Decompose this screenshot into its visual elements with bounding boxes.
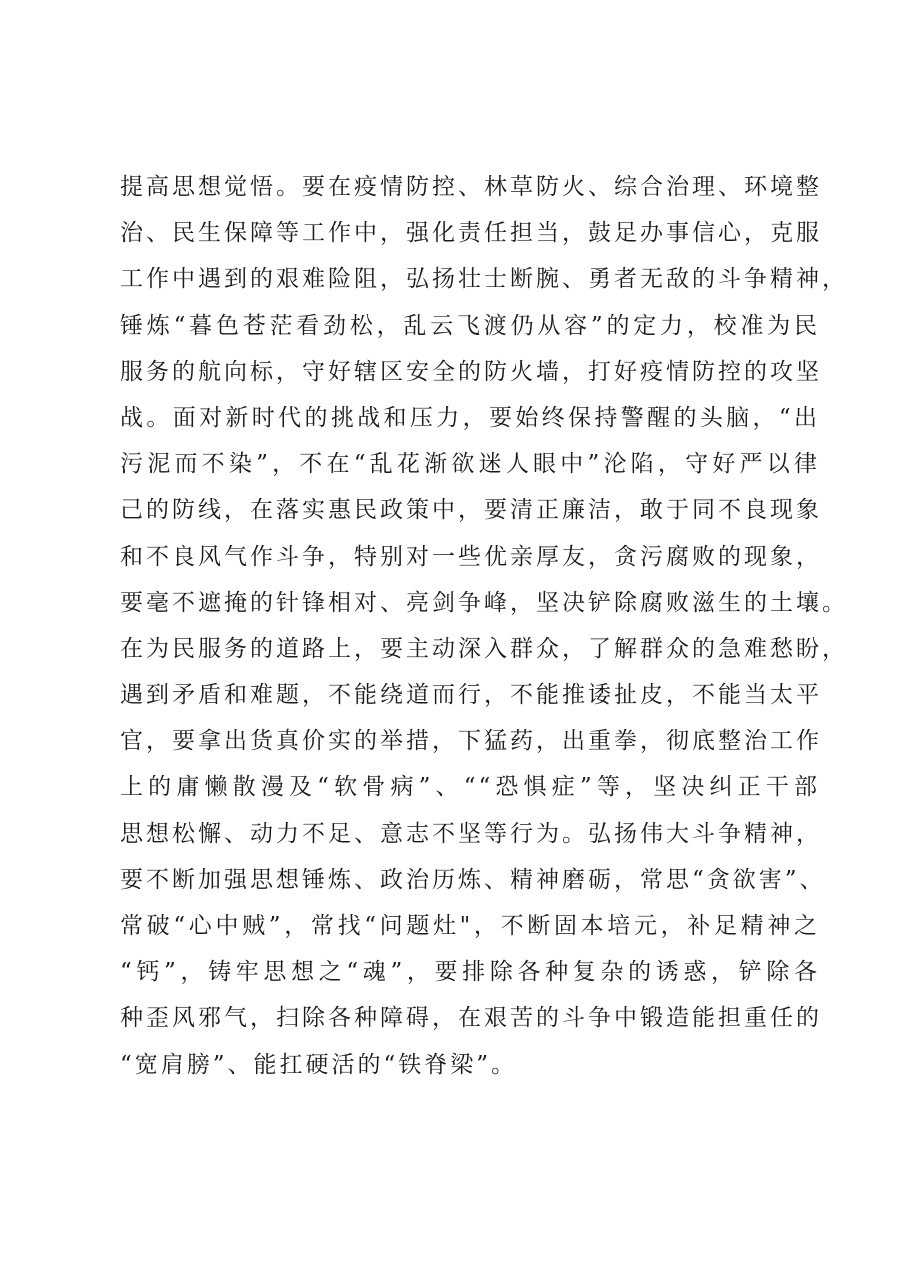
text-line: 污泥而不染”，不在“乱花渐欲迷人眼中”沦陷，守好严以律 [120,451,820,478]
text-line: 要毫不遮掩的针锋相对、亮剑争峰，坚决铲除腐败滋生的土壤。 [120,589,848,616]
text-line: 常破“心中贼”，常找“问题灶"，不断固本培元，补足精神之 [120,913,820,939]
text-line: 种歪风邪气，扫除各种障碍，在艰苦的斗争中锻造能担重任的 [120,1005,822,1032]
text-line: 锤炼“暮色苍茫看劲松，乱云飞渡仍从容”的定力，校准为民 [120,312,820,339]
text-line: 要不断加强思想锤炼、政治历炼、精神磨砺，常思“贪欲害”、 [120,866,826,893]
text-line: 工作中遇到的艰难险阻，弘扬壮士断腕、勇者无敌的斗争精神， [120,266,848,293]
text-line: 在为民服务的道路上，要主动深入群众，了解群众的急难愁盼， [120,635,848,662]
text-line: “宽肩膀”、能扛硬活的“铁脊梁”。 [120,1051,518,1078]
text-line: 遇到矛盾和难题，不能绕道而行，不能推诿扯皮，不能当太平 [120,682,822,709]
body-paragraph [120,164,848,1088]
text-line: 官，要拿出货真价实的举措，下猛药，出重拳，彻底整治工作 [120,728,822,755]
text-line: 思想松懈、动力不足、意志不坚等行为。弘扬伟大斗争精神， [120,820,822,847]
text-line: 和不良风气作斗争，特别对一些优亲厚友，贪污腐败的现象， [120,543,822,570]
text-line: “钙”，铸牢思想之“魂”，要排除各种复杂的诱惑，铲除各 [120,959,820,986]
text-line: 上的庸懒散漫及“软骨病”、““恐惧症”等，坚决纠正干部 [120,774,820,801]
text-line: 己的防线，在落实惠民政策中，要清正廉洁，敢于同不良现象 [120,497,822,524]
text-line: 治、民生保障等工作中，强化责任担当，鼓足办事信心，克服 [120,220,822,247]
text-line: 服务的航向标，守好辖区安全的防火墙，打好疫情防控的攻坚 [120,358,822,385]
text-line: 提高思想觉悟。要在疫情防控、林草防火、综合治理、环境整 [120,174,822,200]
text-line: 战。面对新时代的挑战和压力，要始终保持警醒的头脑，“出 [120,404,820,431]
